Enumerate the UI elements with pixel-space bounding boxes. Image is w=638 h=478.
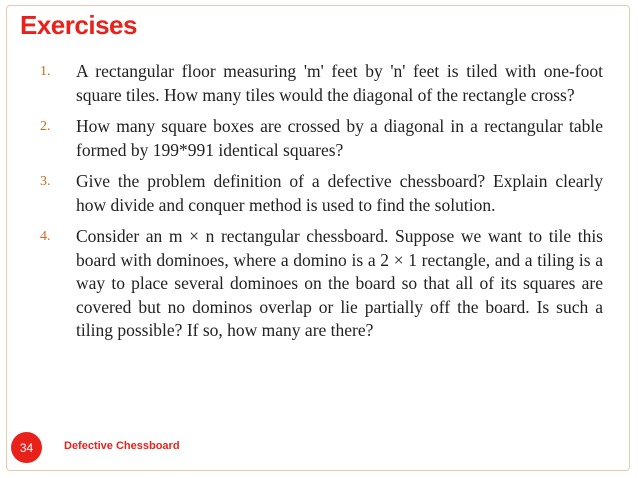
- exercise-number: 3.: [40, 174, 51, 189]
- exercise-text: How many square boxes are crossed by a diagonal in a rectangular table formed by 199*991 identical squares?: [76, 116, 603, 160]
- slide-title: Exercises: [20, 10, 137, 40]
- exercise-text: Consider an m × n rectangular chessboard. Suppose we want to tile this board with dominoes, where a domino is a 2 × 1 rectangle, and a tiling is a way to place several dominoes on the board so that all of its squares are covered but no dominos overlap or lie partially off the board. Is such a tiling possible? If so, how many are there?: [76, 226, 603, 340]
- exercise-text: A rectangular floor measuring 'm' feet by 'n' feet is tiled with one-foot square tiles. How many tiles would the diagonal of the rectangle cross?: [76, 61, 603, 105]
- exercise-item: [40, 170, 603, 217]
- exercise-number: 4.: [40, 229, 51, 244]
- exercise-text: Give the problem definition of a defective chessboard? Explain clearly how divide and conquer method is used to find the solution.: [76, 171, 603, 215]
- exercise-item: [40, 60, 603, 107]
- exercise-list: [40, 60, 603, 351]
- page-number-badge: 34: [11, 432, 42, 463]
- exercise-number: 2.: [40, 119, 51, 134]
- exercise-item: [40, 115, 603, 162]
- footer-label: Defective Chessboard: [64, 440, 180, 452]
- exercise-item: [40, 225, 603, 343]
- exercise-number: 1.: [40, 64, 51, 79]
